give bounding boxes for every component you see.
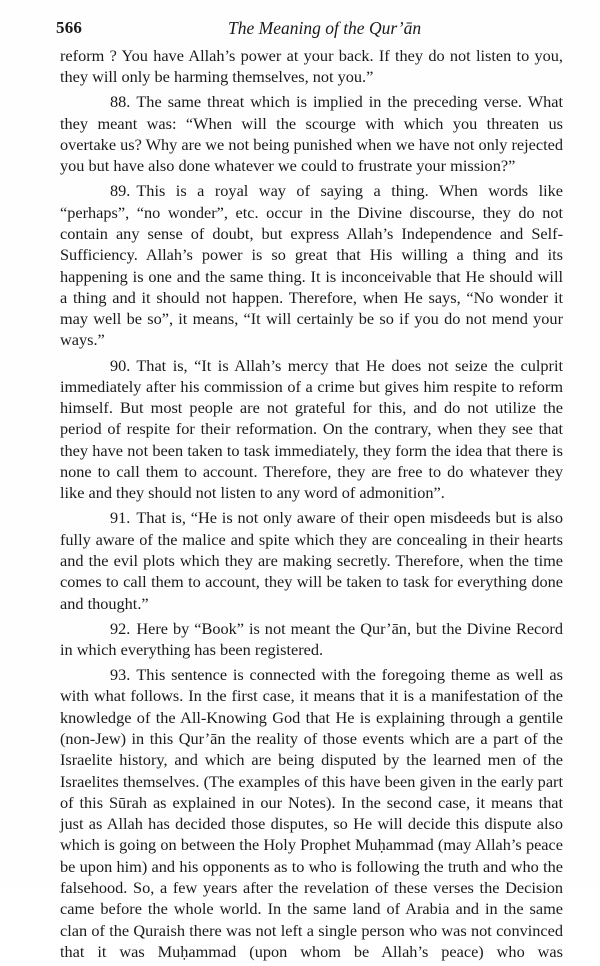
note-89 [60, 180, 563, 350]
note-number: 92. [110, 618, 131, 638]
note-88 [60, 91, 563, 176]
paragraph-text: This sentence is connected with the foregoing theme as well as with what follows. In the first case, it means that it is a manifestation of the knowledge of the All-Knowing God that He is explaining through a gentile (non-Jew) in this Qur’ān the reality of those events which are a part of the Israelite history, and which are being disputed by the learned men of the Israelites themselves. (The examples of this have been given in the early part of this Sūrah as explained in our Notes). In the second case, it means that just as Allah has decided those disputes, so He will decide this dispute also which is going on between the Holy Prophet Muḥammad (may Allah’s peace be upon him) and his opponents as to who is following the truth and who the falsehood. So, a few years after the revelation of these verses the Decision came before the whole world. In the same land of Arabia and in the same clan of the Quraish there was not left a single person who was not convinced that it was Muḥammad (upon whom be Allah’s peace) who was [60, 665, 563, 961]
note-number: 93. [110, 665, 131, 685]
paragraph-text: That is, “It is Allah’s mercy that He does not seize the culprit immediately after his commission of a crime but gives him respite to reform himself. But most people are not grateful for this, and do not utilize the period of respite for their reformation. On the contrary, when they see that they have not been taken to task immediately, they form the idea that there is none to call them to account. Therefore, they are free to do whatever they like and they should not listen to any word of admonition”. [60, 355, 563, 503]
paragraph-text: This is a royal way of saying a thing. When words like “perhaps”, “no wonder”, etc. occur in the Divine discourse, they do not contain any sense of doubt, but express Allah’s Independence and Self-Sufficiency. Allah’s power is so great that His willing a thing and its happening is one and the same thing. It is inconceivable that He should will a thing and it should not happen. Therefore, when He says, “No wonder it may well be so”, it means, “It will certainly be so if you do not mend your ways.” [60, 181, 563, 350]
paragraph-text: That is, “He is not only aware of their open misdeeds but is also fully aware of the malice and spite which they are concealing in their hearts and the evil plots which they are making secretly. Therefore, when the time comes to call them to account, they will be taken to task for everything done and thought.” [60, 508, 563, 613]
note-number: 91. [110, 508, 131, 528]
note-number: 89. [110, 181, 131, 201]
note-number: 90. [110, 355, 131, 375]
note-91 [60, 507, 563, 613]
paragraph-text: Here by “Book” is not meant the Qur’ān, but the Divine Record in which everything has been registered. [60, 618, 563, 659]
paragraph-continued [60, 45, 563, 88]
note-90 [60, 355, 563, 504]
page-number: 566 [56, 18, 83, 37]
note-92 [60, 618, 563, 661]
paragraph-text: The same threat which is implied in the preceding verse. What they meant was: “When will the scourge with which you threaten us overtake us? Why are we not being punished when we have not only rejected you but have also done whatever we could to frustrate your mission?” [60, 92, 563, 176]
running-head [56, 18, 563, 42]
paragraph-text: reform ? You have Allah’s power at your back. If they do not listen to you, they will only be harming themselves, not you.” [60, 46, 563, 87]
running-title: The Meaning of the Qur’ān [228, 18, 422, 38]
note-93 [60, 664, 563, 962]
body-text [60, 45, 563, 966]
note-number: 88. [110, 92, 131, 112]
